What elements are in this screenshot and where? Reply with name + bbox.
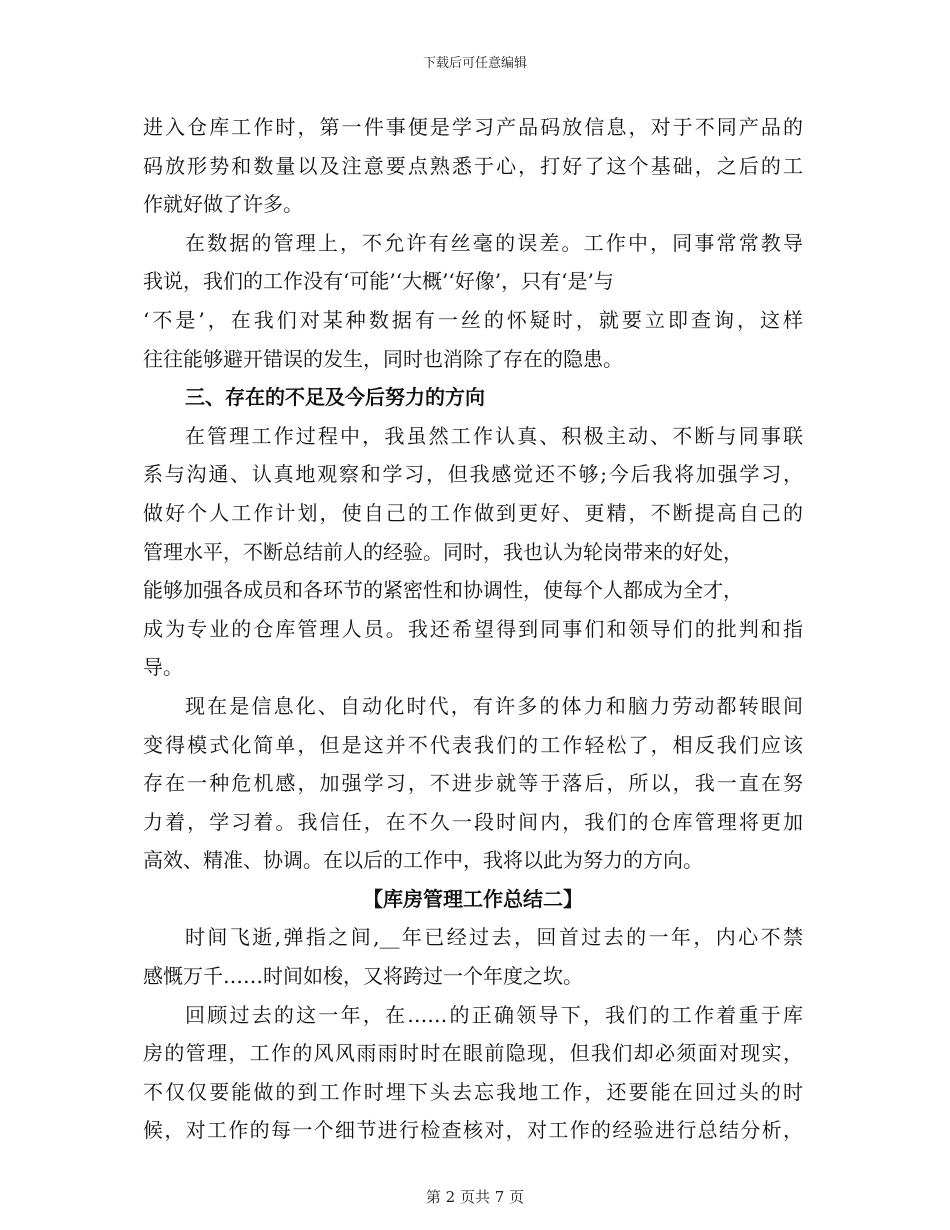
paragraph-line: 往往能够避开错误的发生，同时也消除了存在的隐患。 (143, 346, 623, 371)
paragraph-line: 导。 (143, 655, 183, 680)
section-title: 【库房管理工作总结二】 (363, 886, 583, 911)
section-heading: 三、存在的不足及今后努力的方向 (185, 385, 485, 410)
paragraph-line: 码放形势和数量以及注意要点熟悉于心，打好了这个基础，之后的工 (143, 153, 803, 178)
document-body (143, 108, 803, 1150)
paragraph-line: 现在是信息化、自动化时代，有许多的体力和脑力劳动都转眼间 (185, 693, 803, 718)
paragraph-line: 成为专业的仓库管理人员。我还希望得到同事们和领导们的批判和指 (143, 616, 803, 641)
paragraph-line: 存在一种危机感，加强学习，不进步就等于落后，所以，我一直在努 (143, 771, 803, 796)
paragraph-line: 高效、精准、协调。在以后的工作中，我将以此为努力的方向。 (143, 848, 703, 873)
paragraph-line: 变得模式化简单，但是这并不代表我们的工作轻松了，相反我们应该 (143, 732, 803, 757)
paragraph-line: 在管理工作过程中，我虽然工作认真、积极主动、不断与同事联 (185, 423, 803, 448)
paragraph-line: 时间飞逝,弹指之间,__年已经过去，回首过去的一年，内心不禁 (185, 925, 803, 950)
paragraph-line: 我说，我们的工作没有‘可能’‘大概’‘好像’，只有‘是’与 (143, 269, 614, 294)
paragraph-line: 做好个人工作计划，使自己的工作做到更好、更精，不断提高自己的 (143, 500, 803, 525)
paragraph-line: 在数据的管理上，不允许有丝毫的误差。工作中，同事常常教导 (185, 230, 803, 255)
paragraph-line: ‘不是’，在我们对某种数据有一丝的怀疑时，就要立即查询，这样 (143, 307, 803, 332)
page-header: 下载后可任意编辑 (422, 56, 527, 71)
page-number: 第 2 页共 7 页 (425, 1188, 525, 1206)
paragraph-line: 回顾过去的这一年，在……的正确领导下，我们的工作着重于库 (185, 1002, 803, 1027)
paragraph-line: 进入仓库工作时，第一件事便是学习产品码放信息，对于不同产品的 (143, 115, 803, 139)
paragraph-line: 感慨万千……时间如梭，又将跨过一个年度之坎。 (143, 964, 583, 989)
paragraph-line: 房的管理，工作的风风雨雨时时在眼前隐现，但我们却必须面对现实， (143, 1041, 803, 1066)
paragraph-line: 候，对工作的每一个细节进行检查核对，对工作的经验进行总结分析， (143, 1118, 803, 1143)
paragraph-line: 管理水平，不断总结前人的经验。同时，我也认为轮岗带来的好处， (143, 539, 743, 564)
paragraph-line: 作就好做了许多。 (143, 192, 303, 217)
paragraph-line: 能够加强各成员和各环节的紧密性和协调性，使每个人都成为全才， (143, 578, 743, 603)
paragraph-line: 不仅仅要能做的到工作时埋下头去忘我地工作，还要能在回过头的时 (143, 1079, 803, 1104)
paragraph-line: 力着，学习着。我信任，在不久一段时间内，我们的仓库管理将更加 (143, 809, 803, 834)
paragraph-line: 系与沟通、认真地观察和学习，但我感觉还不够;今后我将加强学习， (143, 462, 803, 487)
